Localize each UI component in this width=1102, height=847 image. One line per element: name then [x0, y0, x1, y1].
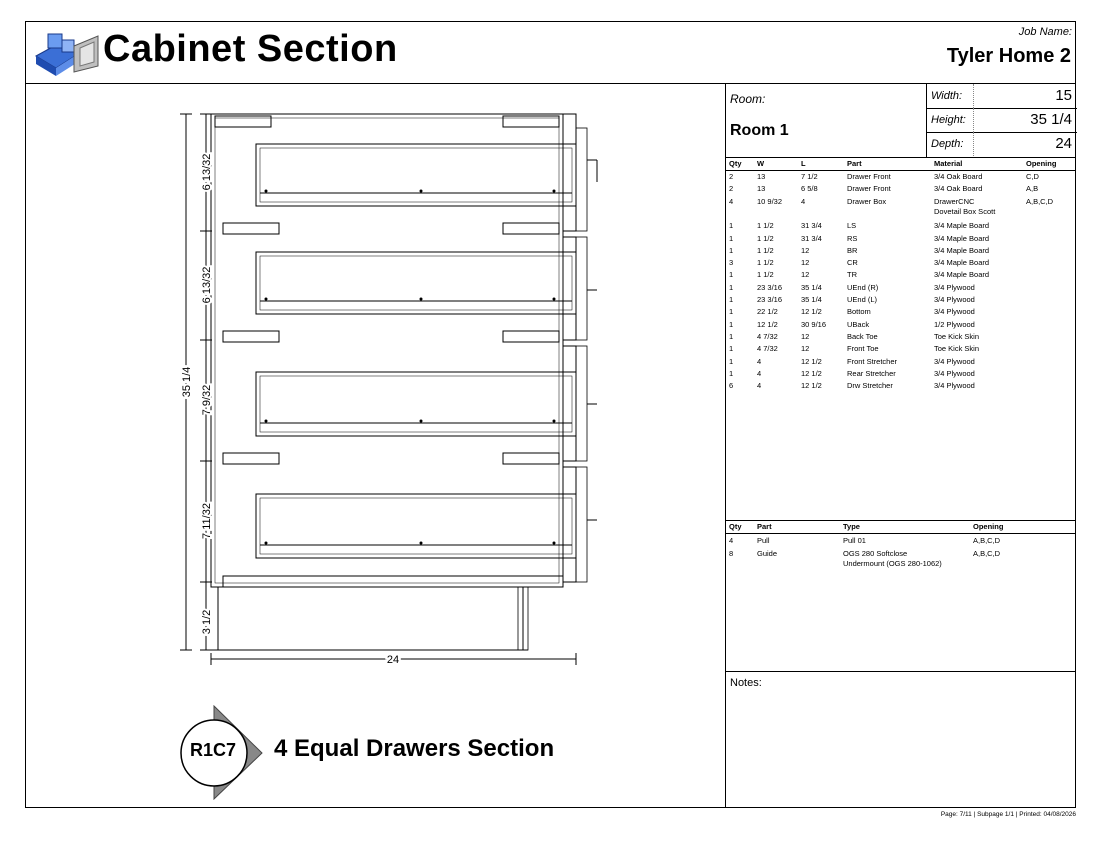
- table-cell: 4: [729, 536, 734, 545]
- col-material: Material: [934, 159, 963, 168]
- stretcher: [223, 331, 279, 342]
- table-cell: 3/4 Maple Board: [934, 258, 990, 268]
- table-cell: 12: [801, 331, 810, 341]
- dim-label: Height:: [931, 114, 966, 126]
- top-rail-back: [503, 116, 559, 127]
- table-cell: 6: [729, 381, 734, 391]
- col-part: Part: [847, 159, 862, 168]
- table-cell: 7 1/2: [801, 172, 818, 181]
- col-opening: Opening: [973, 522, 1004, 531]
- table-cell: Drawer Front: [847, 172, 891, 181]
- col-qty: Qty: [729, 522, 742, 531]
- drawer-box: [256, 252, 576, 314]
- table-cell: 4 7/32: [757, 331, 778, 341]
- cabinet-section-drawing: [150, 100, 610, 680]
- table-cell: 12 1/2: [801, 368, 822, 378]
- dimensions-box: [926, 84, 1077, 157]
- stretcher: [503, 223, 559, 234]
- table-cell: A,B,C,D: [973, 548, 1001, 558]
- cabinet-logo-icon: [28, 26, 100, 78]
- hardware-header-rule: [726, 533, 1076, 534]
- room-box: [726, 84, 926, 157]
- dim-separator: [973, 108, 975, 132]
- stretcher: [503, 331, 559, 342]
- table-cell: 12 1/2: [801, 356, 822, 366]
- table-cell: 1: [729, 368, 734, 378]
- drawer-front: [563, 114, 576, 231]
- table-cell: 3/4 Oak Board: [934, 172, 983, 181]
- table-cell: 12: [801, 258, 810, 268]
- dim-value: 15: [1055, 87, 1072, 104]
- dim-label-overall-width: 24: [386, 654, 400, 666]
- table-cell: RS: [847, 233, 858, 243]
- table-cell: 35 1/4: [801, 295, 822, 304]
- table-cell: 8: [729, 548, 734, 558]
- table-cell: 12 1/2: [801, 307, 822, 317]
- table-cell: 13: [757, 184, 766, 194]
- table-cell: 1: [729, 344, 734, 354]
- drawer-box: [256, 144, 576, 206]
- dim-separator: [973, 132, 975, 156]
- table-cell: 1: [729, 233, 734, 243]
- table-cell: UEnd (L): [847, 295, 878, 304]
- table-cell: CR: [847, 258, 858, 268]
- table-cell: 3/4 Plywood: [934, 295, 975, 304]
- parts-header-rule: [726, 170, 1076, 171]
- table-cell: 3/4 Maple Board: [934, 233, 990, 243]
- dim-row-depth: [927, 132, 1077, 156]
- hardware-top-rule: [726, 520, 1076, 521]
- top-rail-front: [215, 116, 271, 127]
- table-cell: 4 7/32: [757, 344, 778, 354]
- table-cell: Rear Stretcher: [847, 368, 896, 378]
- table-cell: 3/4 Maple Board: [934, 270, 990, 280]
- page-footer: Page: 7/11 | Subpage 1/1 | Printed: 04/08/2026: [940, 811, 1076, 818]
- table-cell: 12 1/2: [801, 381, 822, 391]
- table-cell: 1: [729, 307, 734, 317]
- table-top-rule: [726, 157, 1076, 158]
- room-value: Room 1: [730, 122, 789, 139]
- table-cell: Toe Kick Skin: [934, 331, 980, 341]
- table-cell: 4: [757, 356, 762, 366]
- col-opening: Opening: [1026, 159, 1057, 168]
- table-cell: Back Toe: [847, 331, 878, 341]
- table-cell: C,D: [1026, 172, 1039, 181]
- table-cell: 1: [729, 282, 734, 292]
- table-cell: 3/4 Plywood: [934, 307, 975, 317]
- dim-value: 24: [1055, 135, 1072, 152]
- dim-label-overall-height: 35 1/4: [181, 366, 193, 398]
- job-name-label: Job Name:: [1018, 26, 1072, 38]
- table-cell: 1: [729, 295, 734, 304]
- table-cell: 3/4 Plywood: [934, 282, 975, 292]
- table-cell: 3/4 Plywood: [934, 368, 975, 378]
- table-cell: 10 9/32: [757, 196, 783, 206]
- table-cell: Drawer Front: [847, 184, 891, 194]
- section-callout-label: R1C7: [190, 740, 237, 760]
- table-cell: 1: [729, 331, 734, 341]
- col-part: Part: [757, 522, 772, 531]
- table-cell: A,B: [1026, 184, 1039, 194]
- col-w: W: [757, 159, 765, 168]
- table-cell: UBack: [847, 319, 870, 329]
- table-cell: 12: [801, 344, 810, 354]
- table-cell: 3/4 Oak Board: [934, 184, 983, 194]
- dim-label-section-5: 3 1/2: [201, 609, 213, 635]
- table-cell: 1: [729, 270, 734, 280]
- table-cell: 3: [729, 258, 734, 268]
- room-label: Room:: [730, 92, 766, 106]
- toe-kick: [218, 587, 523, 650]
- table-cell: Guide: [757, 548, 778, 558]
- section-caption: 4 Equal Drawers Section: [274, 735, 555, 762]
- table-cell: 30 9/16: [801, 319, 827, 329]
- table-cell: Front Toe: [847, 344, 879, 354]
- dim-label: Depth:: [931, 138, 964, 150]
- table-cell: 12: [801, 245, 810, 255]
- drawer-front: [563, 346, 576, 461]
- col-l: L: [801, 159, 806, 168]
- notes-top-rule: [726, 671, 1076, 672]
- table-cell: Front Stretcher: [847, 356, 898, 366]
- table-cell: Drawer Box: [847, 196, 887, 206]
- table-cell: 1 1/2: [757, 258, 774, 268]
- panel-divider: [725, 84, 726, 808]
- table-cell: 1: [729, 319, 734, 329]
- table-cell: Bottom: [847, 307, 871, 317]
- table-cell: 1/2 Plywood: [934, 319, 975, 329]
- table-cell: 6 5/8: [801, 184, 818, 194]
- table-cell: 22 1/2: [757, 307, 778, 317]
- drawer-box: [256, 494, 576, 558]
- stretcher: [223, 223, 279, 234]
- dim-label: Width:: [931, 90, 963, 102]
- table-cell: Toe Kick Skin: [934, 344, 980, 354]
- table-cell: 3/4 Plywood: [934, 381, 975, 391]
- table-cell: 1 1/2: [757, 270, 774, 280]
- table-cell: 12 1/2: [757, 319, 778, 329]
- dim-row-width: [927, 84, 1077, 109]
- dim-label-section-2: 6 13/32: [201, 266, 213, 304]
- table-cell: 2: [729, 172, 734, 181]
- drawer-box: [256, 372, 576, 436]
- drawer-front: [563, 467, 576, 582]
- table-cell: 1: [729, 221, 734, 231]
- col-type: Type: [843, 522, 860, 531]
- table-cell: 31 3/4: [801, 221, 822, 231]
- stretcher: [223, 453, 279, 464]
- dim-row-height: [927, 108, 1077, 133]
- table-cell: 4: [729, 196, 734, 206]
- job-name-value: Tyler Home 2: [946, 45, 1071, 67]
- table-cell: Drw Stretcher: [847, 381, 893, 391]
- table-cell: 3/4 Plywood: [934, 356, 975, 366]
- table-cell: 1 1/2: [757, 221, 774, 231]
- cabinet-bottom: [223, 576, 563, 587]
- table-cell: 4: [757, 368, 762, 378]
- table-cell: 2: [729, 184, 734, 194]
- table-cell: A,B,C,D: [973, 536, 1001, 545]
- table-cell: 23 3/16: [757, 282, 783, 292]
- table-cell: A,B,C,D: [1026, 196, 1054, 206]
- table-cell: 1 1/2: [757, 245, 774, 255]
- notes-label: Notes:: [730, 677, 762, 689]
- table-cell: 1 1/2: [757, 233, 774, 243]
- table-cell: 4: [801, 196, 806, 206]
- dim-separator: [973, 84, 975, 108]
- page-title: Cabinet Section: [103, 28, 398, 70]
- dim-value: 35 1/4: [1030, 111, 1072, 128]
- table-cell: 4: [757, 381, 762, 391]
- table-cell: 12: [801, 270, 810, 280]
- table-cell: OGS 280 Softclose Undermount (OGS 280-1062): [843, 548, 942, 568]
- carcass-outline: [211, 114, 563, 587]
- table-cell: 13: [757, 172, 766, 181]
- col-qty: Qty: [729, 159, 742, 168]
- table-cell: 31 3/4: [801, 233, 822, 243]
- table-cell: 1: [729, 245, 734, 255]
- table-cell: 35 1/4: [801, 282, 822, 292]
- table-cell: Pull 01: [843, 536, 866, 545]
- table-cell: UEnd (R): [847, 282, 879, 292]
- stretcher: [503, 453, 559, 464]
- table-cell: TR: [847, 270, 857, 280]
- table-cell: DrawerCNC Dovetail Box Scott: [934, 196, 996, 216]
- table-cell: Pull: [757, 536, 770, 545]
- dim-label-section-3: 7 9/32: [201, 384, 213, 416]
- dim-label-section-4: 7 11/32: [201, 503, 213, 539]
- table-cell: LS: [847, 221, 857, 231]
- table-cell: 1: [729, 356, 734, 366]
- dim-label-section-1: 6 13/32: [201, 153, 213, 191]
- table-cell: 23 3/16: [757, 295, 783, 304]
- table-cell: 3/4 Maple Board: [934, 245, 990, 255]
- table-cell: BR: [847, 245, 858, 255]
- table-cell: 3/4 Maple Board: [934, 221, 990, 231]
